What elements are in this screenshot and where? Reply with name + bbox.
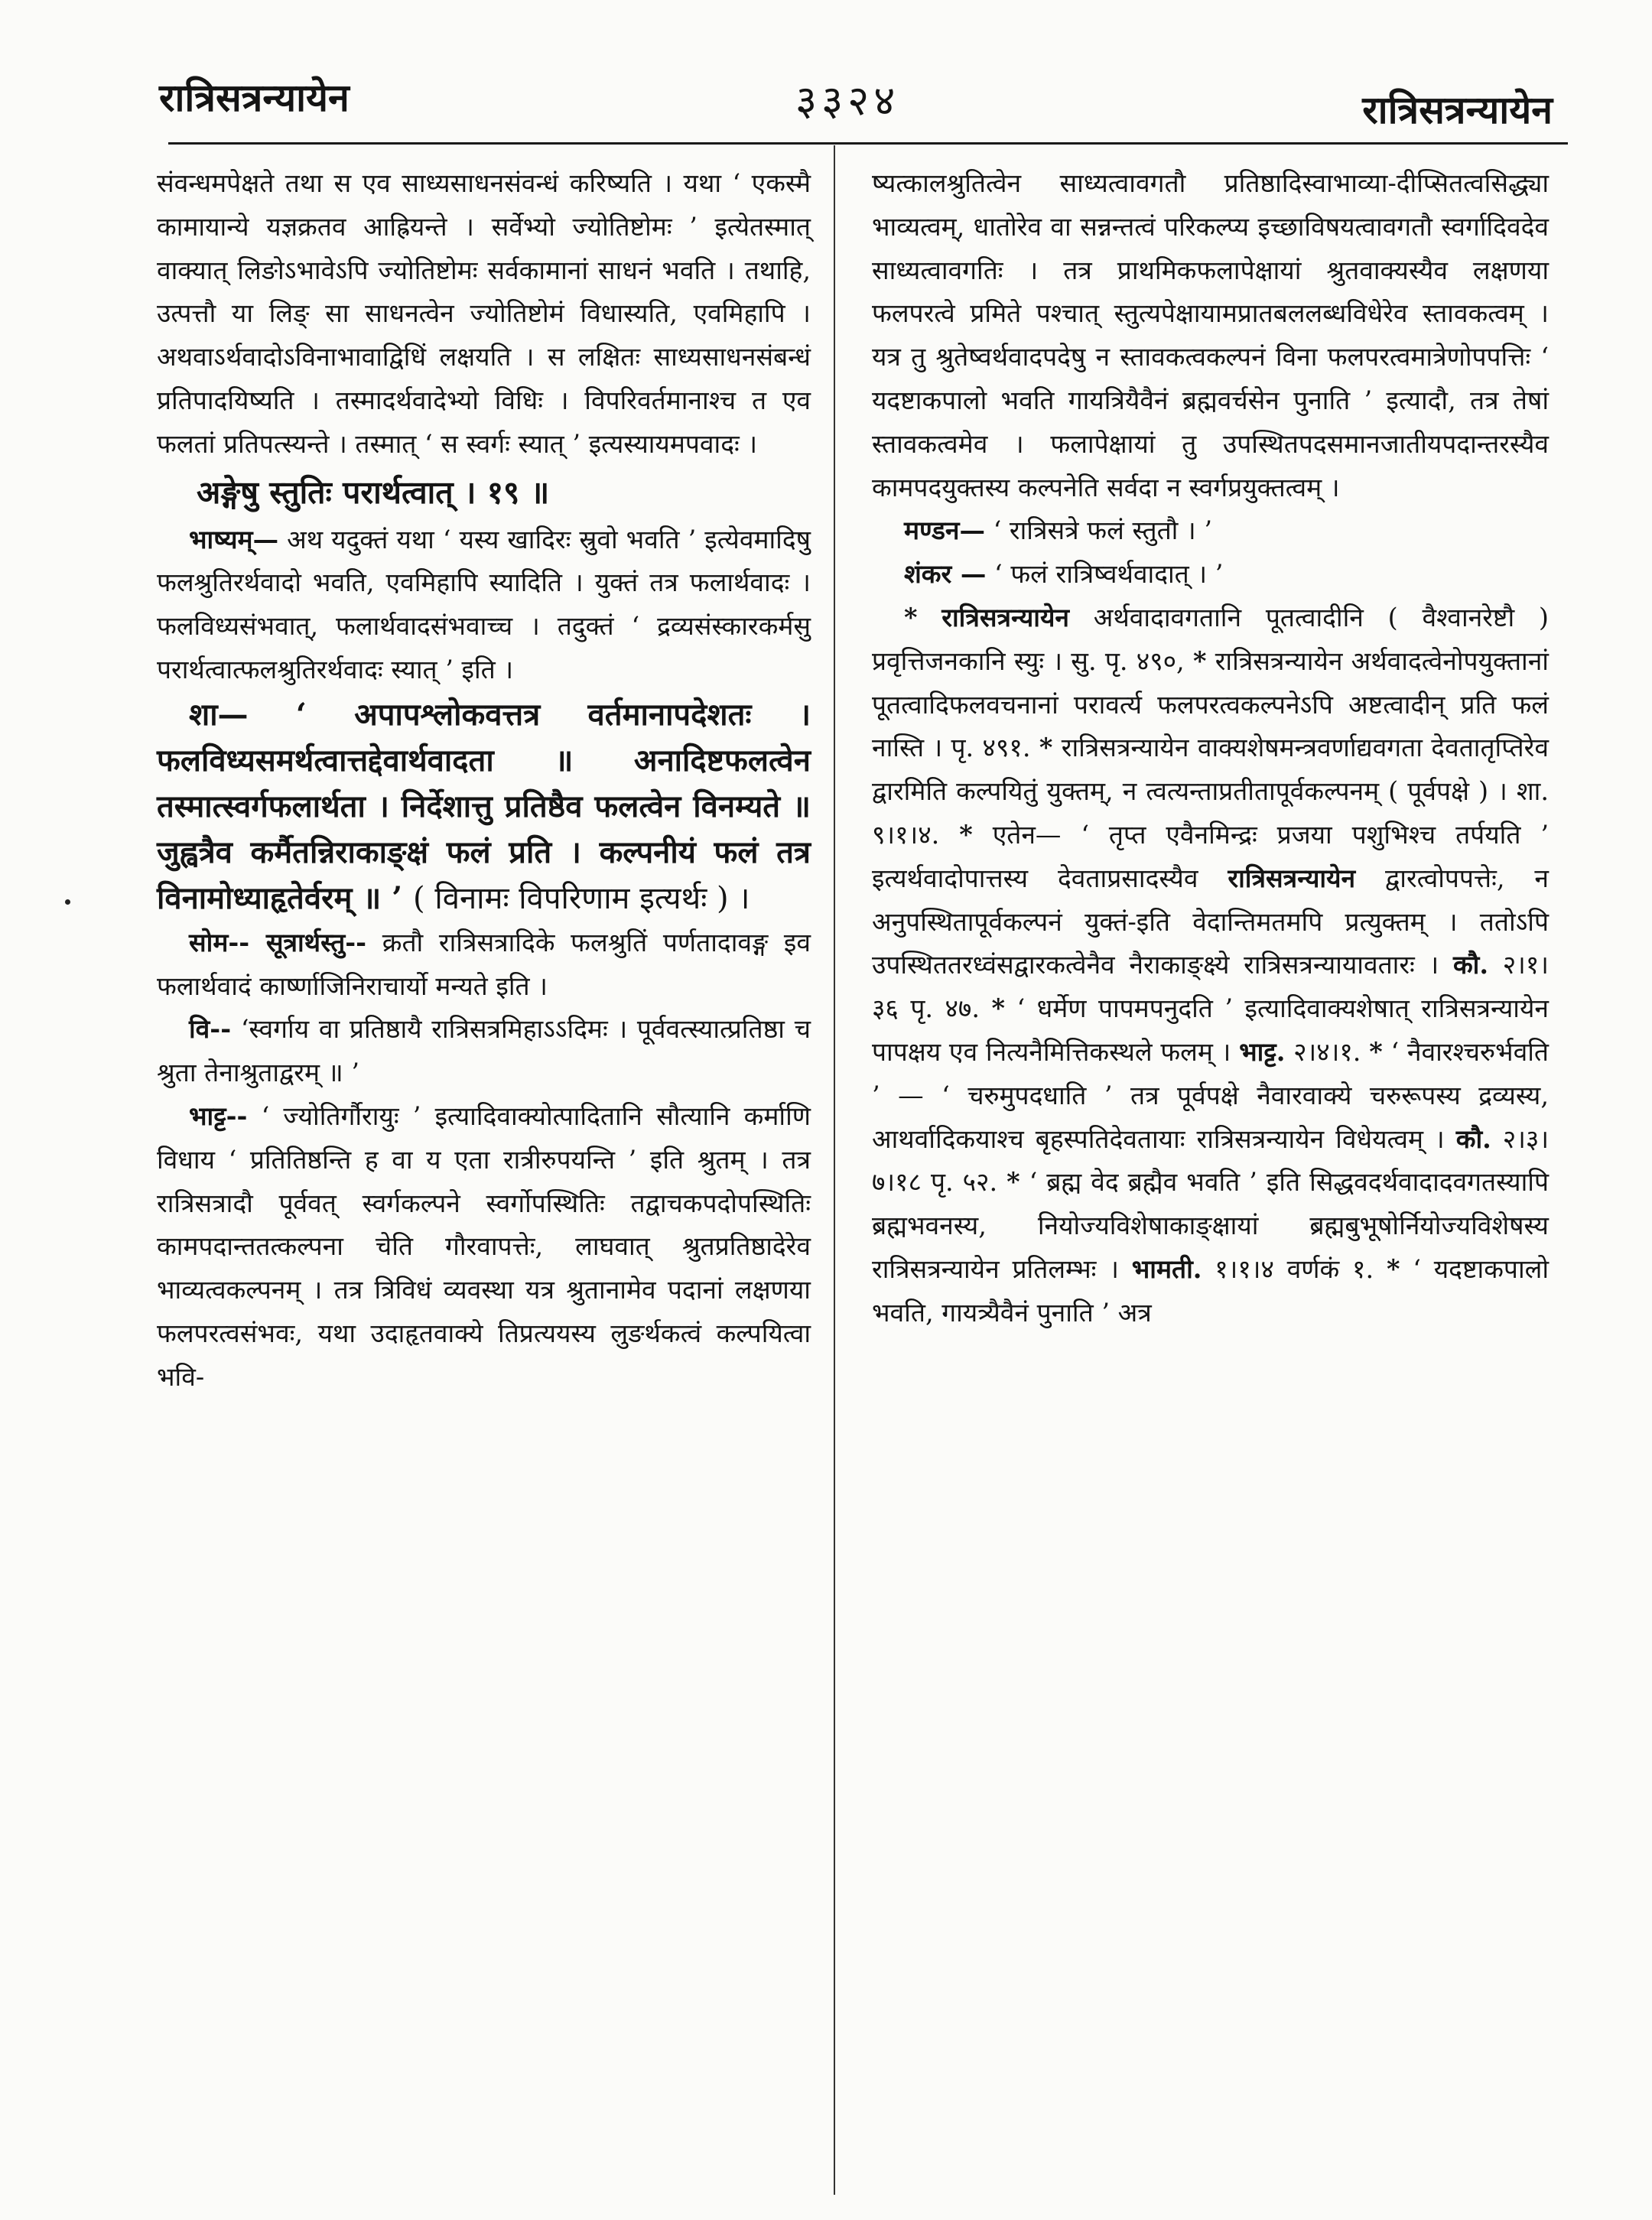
page-header [0,0,1652,153]
left-column [157,162,811,1399]
column-divider [834,145,835,2195]
running-head-right: रात्रिसत्रन्यायेन [1362,87,1553,132]
mandana-label: मण्डन— [904,515,985,546]
kau-ref-1: कौ. [1452,950,1489,980]
sha-label: शा— [189,696,249,733]
star-text-2: रात्रिसत्रन्यायेन अर्थवादत्वेनोपयुक्तानां पूतत्वादिफलवचनानां परावर्त्य फलपरत्वकल्पनेऽपि अष्टत्वादीन् प्रति फलं नास्ति । पृ. ४९१. [872,645,1549,763]
sutra-heading: अङ्गेषु स्तुतिः परार्थत्वात् । १९ ॥ [197,473,550,511]
right-paragraph-1: ष्यत्कालश्रुतित्वेन साध्यत्वावगतौ प्रतिष्ठादिस्वाभाव्या-दीप्सितत्वसिद्ध्या भाव्यत्वम्, धातोरेव वा सन्नन्तत्वं परिकल्प्य इच्छाविषयत्वावगतौ स्वर्गादिवदेव साध्यत्वावगतिः । तत्र प्राथमिकफलापेक्षायां श्रुतवाक्यस्यैव लक्षणया फलपरत्वे प्रमिते पश्चात् स्तुत्यपेक्षायामप्रातबललब्धविधेरेव स्तावकत्वम् । यत्र तु श्रुतेष्वर्थवादपदेषु न स्तावकत्वकल्पनं विना फलपरत्वमात्रेणोपपत्तिः ‘ यदष्टाकपालो भवति गायत्रियैवैनं ब्रह्मवर्चसेन पुनाति ’ इत्यादौ, तत्र तेषां स्तावकत्वमेव । फलापेक्षायां तु उपस्थितपदसमानजातीयपदान्तरस्यैव कामपदयुक्तस्य कल्पनेति सर्वदा न स्वर्गप्रयुक्तत्वम् । [872,168,1549,502]
kau-ref-2-text: २।३।७।१८ पृ. ५२. [872,1123,1550,1198]
bhashya-text: अथ यदुक्तं यथा ‘ यस्य खादिरः स्रुवो भवति ’ इत्येवमादिषु फलश्रुतिरर्थवादो भवति, एवमिहापि स्यादिति । युक्तं तत्र फलार्थवादः । फलविध्यसंभवात्, फलार्थवादसंभवाच्च । तदुक्तं ‘ द्रव्यसंस्कारकर्मसु परार्थत्वात्फलश्रुतिरर्थवादः स्यात् ’ इति । [157,524,811,684]
vi-paragraph [157,1008,811,1095]
mandana-line [872,509,1549,553]
margin-dot [65,899,70,905]
shankara-text: ‘ फलं रात्रिष्वर्थवादात् । ’ [994,559,1224,590]
star-text-4b: रात्रिसत्रन्यायेन [1228,863,1356,893]
bhashya-label: भाष्यम्— [189,524,279,554]
star-text-4c: द्वारत्वोपपत्तेः, न अनुपस्थितापूर्वकल्पनं युक्तं-इति वेदान्तिमतमपि प्रत्युक्तम् । ततोऽपि उपस्थिततरध्वंसद्वारकत्वेनैव नैराकाङ्क्ष्ये रात्रिसत्रन्यायावतारः । [872,863,1550,980]
star-text-5: ‘ धर्मेण पापमपनुदति ’ इत्यादिवाक्यशेषात् रात्रिसत्रन्यायेन पापक्षय एव नित्यनैमित्तिकस्थले फलम् । [872,993,1549,1067]
bhatta-label: भाट्ट-- [189,1100,248,1131]
star-label: रात्रिसत्रन्यायेन [941,602,1069,632]
left-paragraph-1: संवन्धमपेक्षते तथा स एव साध्यसाधनसंवन्धं करिष्यति । यथा ‘ एकस्मै कामायान्ये यज्ञक्रतव आह्रियन्ते । सर्वेभ्यो ज्योतिष्टोमः ’ इत्येतस्मात् वाक्यात् लिङोऽभावेऽपि ज्योतिष्टोमः सर्वकामानां साधनं भवति । तथाहि, उत्पत्तौ या लिङ् सा साधनत्वेन ज्योतिष्टोमं विधास्यति, एवमिहापि । अथवाऽर्थवादोऽविनाभावाद्विधिं लक्षयति । स लक्षितः साध्यसाधनसंबन्धं प्रतिपादयिष्यति । तस्मादर्थवादेभ्यो विधिः । विपरिवर्तमानाश्च त एव फलतां प्रतिपत्स्यन्ते । तस्मात् ‘ स स्वर्गः स्यात् ’ इत्यस्यायमपवादः । [157,168,811,459]
bhatta-ref: भाट्ट. [1239,1036,1286,1067]
bhamati-ref: भामती. [1131,1253,1202,1284]
bhatta-text: ‘ ज्योतिर्गौरायुः ’ इत्यादिवाक्योत्पादितानि सौत्यानि कर्माणि विधाय ‘ प्रतितिष्ठन्ति ह वा य एता रात्रीरुपयन्ति ’ इति श्रुतम् । तत्र रात्रिसत्रादौ पूर्ववत् स्वर्गकल्पने स्वर्गोपस्थितिः तद्वाचकपदोपस्थितिः कामपदान्ततत्कल्पना चेति गौरवापत्तेः, लाघवात् श्रुतप्रतिष्ठादेरेव भाव्यत्वकल्पनम् । तत्र त्रिविधं व्यवस्था यत्र श्रुतानामेव पदानां लक्षणया फलपरत्वसंभवः, यथा उदाहृतवाक्ये तिप्रत्ययस्य लुङर्थकत्वं कल्पयित्वा भवि- [157,1100,811,1392]
shankara-label: शंकर — [904,559,987,590]
star-icon: * [959,819,973,850]
star-icon: * [1006,1167,1020,1198]
header-rule [168,142,1568,145]
soma-text: क्रतौ रात्रिसत्रादिके फलश्रुतिं पर्णतादावङ्ग इव फलार्थवादं कार्ष्णाजिनिराचार्यो मन्यते इति । [157,927,811,1001]
page-number: ३३२४ [795,76,900,125]
vi-label: वि-- [189,1014,232,1045]
right-column [872,162,1549,1335]
mandana-text: ‘ रात्रिसत्रे फलं स्तुतौ । ’ [993,515,1212,546]
star-icon: * [1039,733,1053,763]
soma-paragraph [157,921,811,1009]
star-text-8: ‘ यदष्टाकपालो भवति, गायत्र्यैवैनं पुनाति ’ अत्र [872,1253,1550,1328]
star-icon: * [904,602,918,632]
kau-ref-1-text: २।१। ३६ पृ. ४७. [872,950,1549,1024]
star-paragraph [872,596,1549,1335]
bhashya-paragraph [157,518,811,692]
star-text-6: ‘ नैवारश्चरुर्भवति ’ — ‘ चरुमुपदधाति ’ तत्र पूर्वपक्षे नैवारवाक्ये चरुरूपस्य द्रव्यस्य, आथर्वादिकयाश्च बृहस्पतिदेवतायाः रात्रिसत्रन्यायेन विधेयत्वम् । [872,1036,1549,1154]
star-text-1: अर्थवादावगतानि पूतत्वादीनि ( वैश्वानरेष्टौ ) प्रवृत्तिजनकानि स्युः । सु. पृ. ४९०, [872,602,1549,676]
star-icon: * [1386,1253,1400,1284]
bhatta-paragraph [157,1095,811,1399]
sha-note: ( विनामः विपरिणाम इत्यर्थः ) । [413,880,750,916]
sha-text: ‘ अपापश्लोकवत्तत्र वर्तमानापदेशतः । फलविध्यसमर्थत्वात्तद्देवार्थवादता ॥ अनादिष्टफलत्वेन तस्मात्स्वर्गफलार्थता । निर्देशात्तु प्रतिष्ठैव फलत्वेन विनम्यते ॥ जुह्वत्रैव कर्मैतन्निराकाङ्क्षं फलं प्रति । कल्पनीयं फलं तत्र विनामोध्याहृतेर्वरम् ॥ ’ [157,696,811,916]
bhamati-ref-text: १।१।४ वर्णकं १. [1215,1253,1374,1284]
star-text-4a: एतेन— ‘ तृप्त एवैनमिन्द्रः प्रजया पशुभिश्च तर्पयति ’ इत्यर्थवादोपात्तस्य देवताप्रसादस्यैव [872,819,1549,893]
sha-paragraph [157,692,811,921]
kau-ref-2: कौ. [1455,1123,1491,1154]
running-head-left: रात्रिसत्रन्यायेन [159,75,350,120]
vi-text: ‘स्वर्गाय वा प्रतिष्ठायै रात्रिसत्रमिहाऽऽदिमः । पूर्ववत्स्यात्प्रतिष्ठा च श्रुता तेनाश्रुताद्वरम् ॥ ’ [157,1014,811,1088]
star-icon: * [1192,645,1207,676]
shankara-line [872,553,1549,596]
star-icon: * [991,993,1005,1024]
bhatta-ref-text: २।४।१. [1293,1036,1361,1067]
star-icon: * [1369,1036,1383,1067]
star-text-3: रात्रिसत्रन्यायेन वाक्यशेषमन्त्रवर्णाद्यवगता देवतातृप्तिरेव द्वारमिति कल्पयितुं युक्तम्, न त्वत्यन्ताप्रतीतापूर्वकल्पनम् ( पूर्वपक्षे ) । शा. ९।१।४. [872,733,1549,850]
star-text-7: ‘ ब्रह्म वेद ब्रह्मैव भवति ’ इति सिद्धवदर्थवादादवगतस्यापि ब्रह्मभवनस्य, नियोज्यविशेषाकाङ्क्षायां ब्रह्मबुभूषोर्नियोज्यविशेषस्य रात्रिसत्रन्यायेन प्रतिलम्भः । [872,1167,1549,1284]
soma-label: सोम-- सूत्रार्थस्तु-- [189,927,367,957]
